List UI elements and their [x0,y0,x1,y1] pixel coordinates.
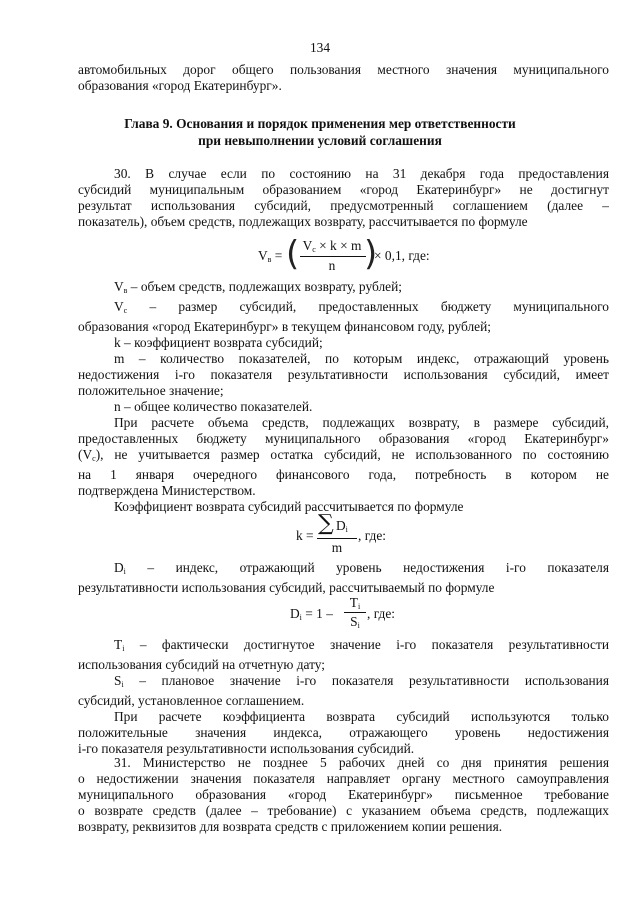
text-fragment: T [114,637,123,652]
text-fragment: подтверждена Министерством. [78,483,256,498]
definitions-block-1 [78,279,609,415]
formula-glyph [336,518,348,538]
text-fragment: V [302,238,313,253]
text-fragment: – размер субсидий, предоставленных бюджету муниципального [127,299,609,314]
text-fragment: S [114,673,122,688]
text-fragment: положительные значения индекса, отражающего уровень недостижения [78,725,609,740]
text-fragment: V [258,248,268,263]
formula-glyph: ) [364,234,378,274]
paragraph-30 [78,166,609,230]
text-fragment: i-го показателя результативности использования субсидий. [78,741,415,756]
text-fragment: При расчете объема средств, подлежащих возврату, в размере субсидий, [114,415,609,430]
formula-di [0,594,640,634]
text-fragment: m [331,540,343,555]
formula-glyph [78,673,609,693]
text-fragment: предоставленных бюджету муниципального образования «город Екатеринбург» [78,431,609,446]
formula-glyph [300,256,366,257]
text-fragment: возврату, реквизитов для возврата средств с приложением копии решения. [78,819,503,834]
text-fragment: , где: [367,606,395,621]
definition-di [78,560,609,596]
text-fragment: , где: [358,528,386,543]
text-fragment: с [92,454,96,463]
chapter-title-line: Глава 9. Основания и порядок применения мер ответственности [124,116,516,131]
text-fragment: образования «город Екатеринбург» в текущем финансовом году, рублей; [78,319,491,334]
text-fragment: – плановое значение i-го показателя результативности использования [123,673,609,688]
text-fragment: k – коэффициент возврата субсидий; [114,335,323,350]
text-fragment: D [290,606,300,621]
text-fragment: – объем средств, подлежащих возврату, рублей; [127,279,402,294]
text-fragment: T [349,595,358,610]
text-fragment: в [123,286,128,295]
text-fragment: ∑ [318,511,334,536]
text-fragment: с [312,245,316,254]
text-fragment: i [357,621,360,630]
text-fragment: V [114,299,124,314]
text-fragment: n [328,258,336,273]
formula-glyph: ( [286,234,300,274]
text-line: субсидий муниципальным образованием «город Екатеринбург» не достигнут [78,182,609,197]
formula-glyph [298,238,366,258]
text-fragment: × 0,1, где: [374,248,430,263]
text-fragment: – индекс, отражающий уровень недостижения i-го показателя [125,560,609,575]
page-number: 134 [309,40,331,55]
text-fragment: результативности использования субсидий, рассчитываемый по формуле [78,580,495,595]
text-fragment: Коэффициент возврата субсидий рассчитывается по формуле [114,499,464,514]
formula-glyph [78,560,609,580]
text-fragment: i [121,680,124,689]
text-fragment: = [271,248,283,263]
text-fragment: = 1 – [301,606,333,621]
text-fragment: ), не учитывается размер остатка субсидий, не использованного по состоянию [95,447,609,462]
text-fragment: с [123,306,128,315]
text-fragment: i [122,644,125,653]
formula-k [0,512,640,558]
formula-glyph [344,612,366,613]
definitions-block-3 [78,637,609,757]
text-fragment: – фактически достигнутое значение i-го показателя результативности [124,637,609,652]
text-fragment: i [299,613,302,622]
formula-glyph [78,447,609,467]
text-fragment: i [345,525,348,534]
text-fragment: D [336,518,346,533]
text-line: результат использования субсидий, предусмотренный соглашением (далее – [78,198,609,213]
paragraph-calc [78,415,609,515]
text-fragment: о недостижении значения показателя направляет органу местного самоуправления [78,771,609,786]
text-line: 30. В случае если по состоянию на 31 декабря года предоставления [114,166,609,181]
formula-glyph [78,279,609,299]
text-fragment: недостижения i-го показателя результативности использования субсидий, имеет [78,367,609,382]
text-fragment: × k × m [315,238,362,253]
formula-glyph [78,299,609,319]
text-fragment: n – общее количество показателей. [114,399,313,414]
text-fragment: положительное значение; [78,383,224,398]
formula-glyph [258,248,282,268]
intro-paragraph [78,62,609,94]
text-fragment: (V [78,447,93,462]
formula-glyph [317,538,357,539]
text-fragment: в [267,255,272,264]
text-fragment: m – количество показателей, по которым индекс, отражающий уровень [114,351,609,366]
text-fragment: При расчете коэффициента возврата субсидий используются только [114,709,609,724]
text-fragment: муниципального образования «город Екатеринбург» письменное требование [78,787,609,802]
text-fragment: k = [296,528,314,543]
text-fragment: i [357,602,361,611]
chapter-title-line: при невыполнении условий соглашения [198,133,442,148]
text-fragment: V [114,279,124,294]
text-fragment: 31. Министерство не позднее 5 рабочих дней со дня принятия решения [114,755,609,770]
text-fragment: i [123,567,126,576]
text-line: образования «город Екатеринбург». [78,78,282,93]
text-fragment: использования субсидий на отчетную дату; [78,657,326,672]
paragraph-31 [78,755,609,835]
text-line: показатель), объем средств, подлежащих возврату, рассчитывается по формуле [78,214,528,229]
formula-glyph [344,614,366,634]
text-fragment: субсидий, установленное соглашением. [78,693,305,708]
text-line: автомобильных дорог общего пользования местного значения муниципального [78,62,609,77]
text-fragment: D [114,560,124,575]
formula-glyph [78,637,609,657]
text-fragment: о возврате средств (далее – требование) с указанием объема средств, подлежащих [78,803,609,818]
text-fragment: на 1 января очередного финансового года, потребность в котором не [78,467,609,482]
text-fragment: S [350,614,358,629]
formula-vb [0,236,640,276]
formula-glyph [290,606,333,626]
